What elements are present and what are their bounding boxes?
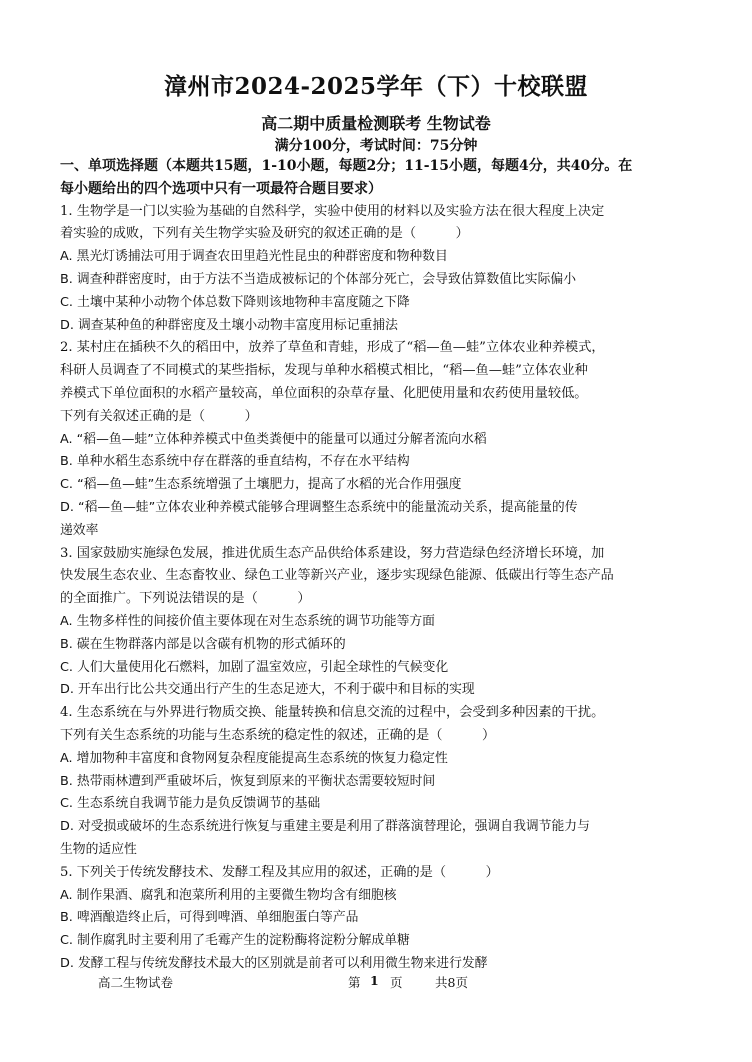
option-d-continued: 递效率 (60, 522, 99, 538)
question-stem: 下列有关生态系统的功能与生态系统的稳定性的叙述，正确的是（ ） (60, 727, 496, 743)
option-b: B. 单种水稻生态系统中存在群落的垂直结构，不存在水平结构 (60, 454, 410, 470)
footer-page-suffix: 页 (390, 975, 403, 990)
option-d: D. 对受损或破坏的生态系统进行恢复与重建主要是利用了群落演替理论，强调自我调节能力与 (60, 819, 590, 835)
exam-title: 漳州市2024-2025学年（下）十校联盟 (163, 73, 589, 100)
question-1 (60, 201, 700, 338)
question-stem: 5. 下列关于传统发酵技术、发酵工程及其应用的叙述，正确的是（ ） (60, 864, 499, 880)
question-stem: 着实验的成败，下列有关生物学实验及研究的叙述正确的是（ ） (60, 226, 469, 242)
question-stem: 4. 生态系统在与外界进行物质交换、能量转换和信息交流的过程中，会受到多种因素的干扰。 (60, 705, 605, 721)
questions-body (60, 155, 700, 976)
option-c: C. 制作腐乳时主要利用了毛霉产生的淀粉酶将淀粉分解成单糖 (60, 933, 410, 949)
option-d: D. 发酵工程与传统发酵技术最大的区别就是前者可以利用微生物来进行发酵 (60, 955, 488, 971)
option-d: D. “稻—鱼—蛙”立体农业种养模式能够合理调整生态系统中的能量流动关系，提高能量的传 (60, 499, 578, 515)
section-heading: 一、单项选择题（本题共15题，1-10小题，每题2分；11-15小题，每题4分，共40分。在 (60, 158, 633, 174)
page-footer (0, 973, 752, 993)
question-4 (60, 702, 700, 862)
section-heading: 每小题给出的四个选项中只有一项最符合题目要求） (60, 180, 382, 197)
question-stem: 养模式下单位面积的水稻产量较高，单位面积的杂草存量、化肥使用量和农药使用量较低。 (60, 385, 588, 401)
question-stem: 1. 生物学是一门以实验为基础的自然科学，实验中使用的材料以及实验方法在很大程度上决定 (60, 203, 605, 219)
option-b: B. 调查种群密度时，由于方法不当造成被标记的个体部分死亡，会导致估算数值比实际偏小 (60, 271, 576, 287)
question-stem: 3. 国家鼓励实施绿色发展，推进优质生态产品供给体系建设，努力营造绿色经济增长环境，加 (60, 545, 605, 561)
option-a: A. 制作果酒、腐乳和泡菜所利用的主要微生物均含有细胞核 (60, 887, 397, 903)
question-2 (60, 337, 700, 542)
question-stem: 下列有关叙述正确的是（ ） (60, 408, 258, 424)
option-a: A. 黑光灯诱捕法可用于调查农田里趋光性昆虫的种群密度和物种数目 (60, 249, 448, 265)
option-d: D. 开车出行比公共交通出行产生的生态足迹大，不利于碳中和目标的实现 (60, 682, 475, 698)
option-d: D. 调查某种鱼的种群密度及土壤小动物丰富度用标记重捕法 (60, 317, 398, 333)
footer-page-number: 1 (370, 973, 379, 988)
footer-total-pages: 共8页 (435, 975, 468, 990)
question-stem: 的全面推广。下列说法错误的是（ ） (60, 591, 311, 607)
option-d-continued: 生物的适应性 (60, 841, 137, 857)
question-stem: 科研人员调查了不同模式的某些指标，发现与单种水稻模式相比，“稻—鱼—蛙”立体农业种 (60, 363, 588, 379)
footer-subject: 高二生物试卷 (98, 975, 174, 990)
question-3 (60, 543, 700, 703)
option-a: A. “稻—鱼—蛙”立体种养模式中鱼类粪便中的能量可以通过分解者流向水稻 (60, 431, 487, 447)
score-time-info: 满分100分，考试时间：75分钟 (274, 138, 478, 154)
option-a: A. 增加物种丰富度和食物网复杂程度能提高生态系统的恢复力稳定性 (60, 750, 448, 766)
option-c: C. 土壤中某种小动物个体总数下降则该地物种丰富度随之下降 (60, 294, 410, 310)
question-stem: 2. 某村庄在插秧不久的稻田中，放养了草鱼和青蛙，形成了“稻—鱼—蛙”立体农业种养模式， (60, 340, 605, 356)
option-c: C. 人们大量使用化石燃料，加剧了温室效应，引起全球性的气候变化 (60, 659, 449, 675)
option-b: B. 碳在生物群落内部是以含碳有机物的形式循环的 (60, 636, 346, 652)
option-c: C. “稻—鱼—蛙”生态系统增强了土壤肥力，提高了水稻的光合作用强度 (60, 477, 462, 493)
exam-subtitle: 高二期中质量检测联考 生物试卷 (261, 114, 491, 133)
question-5 (60, 862, 700, 976)
footer-page-prefix: 第 (348, 975, 361, 990)
option-b: B. 热带雨林遭到严重破坏后，恢复到原来的平衡状态需要较短时间 (60, 773, 436, 789)
question-stem: 快发展生态农业、生态畜牧业、绿色工业等新兴产业，逐步实现绿色能源、低碳出行等生态产品 (60, 568, 614, 584)
option-a: A. 生物多样性的间接价值主要体现在对生态系统的调节功能等方面 (60, 613, 435, 629)
option-b: B. 啤酒酿造终止后，可得到啤酒、单细胞蛋白等产品 (60, 910, 359, 926)
option-c: C. 生态系统自我调节能力是负反馈调节的基础 (60, 796, 321, 812)
